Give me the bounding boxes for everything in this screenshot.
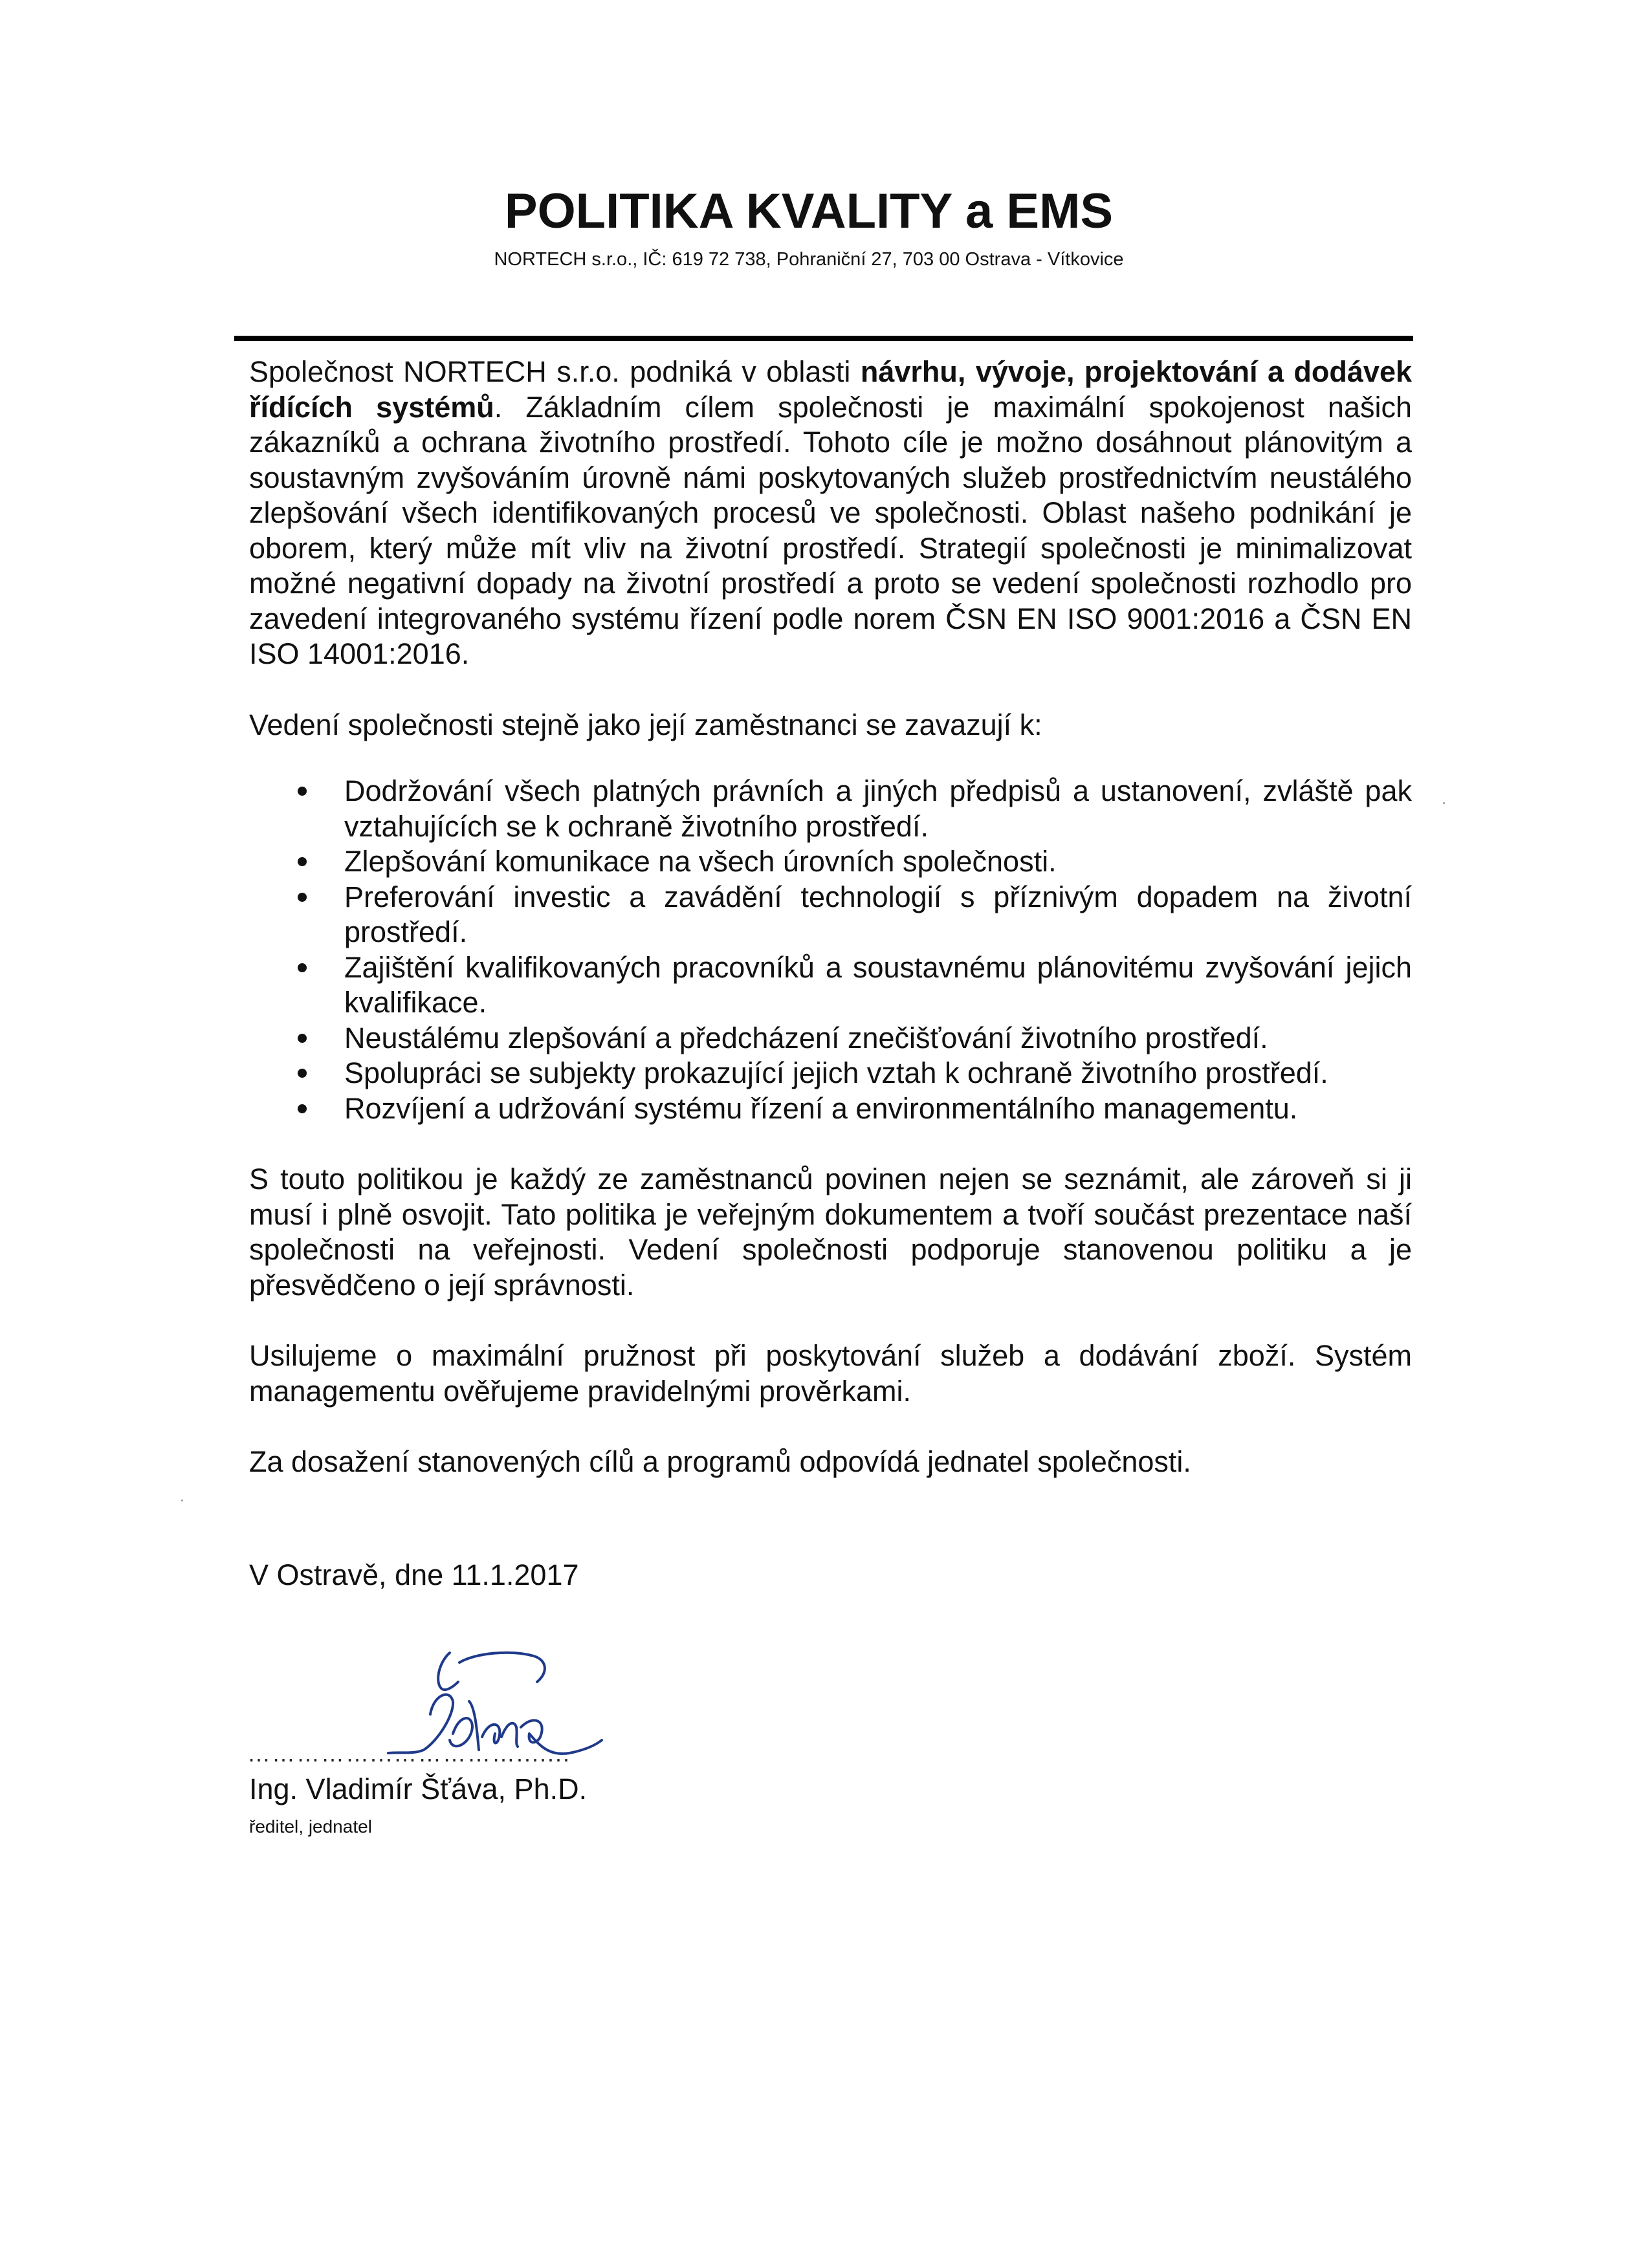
list-item-text: Dodržování všech platných právních a jiných předpisů a ustanovení, zvláště pak vztahujících se k ochraně životního prostředí. (344, 774, 1412, 843)
company-address: NORTECH s.r.o., IČ: 619 72 738, Pohraniční 27, 703 00 Ostrava - Vítkovice (494, 249, 1124, 270)
list-item (344, 880, 1412, 950)
list-item (344, 844, 1412, 880)
commitment-list (249, 774, 1412, 1126)
bullet-icon (298, 857, 307, 866)
scan-speck (1443, 802, 1445, 804)
bullet-icon (298, 787, 307, 796)
scan-speck (181, 1499, 183, 1501)
bullet-icon (298, 1104, 307, 1113)
responsibility-paragraph: Za dosažení stanovených cílů a programů odpovídá jednatel společnosti. (249, 1445, 1191, 1478)
list-item-text: Zajištění kvalifikovaných pracovníků a soustavnému plánovitému zvyšování jejich kvalifikace. (344, 950, 1412, 1019)
list-item (344, 1056, 1412, 1091)
commitment-intro: Vedení společnosti stejně jako její zaměstnanci se zavazují k: (249, 708, 1042, 741)
signature-line: ……………...……………....... (247, 1740, 571, 1767)
bullet-icon (298, 1034, 307, 1043)
intro-lead: Společnost NORTECH s.r.o. podniká v oblasti (249, 355, 861, 388)
list-item-text: Rozvíjení a udržování systému řízení a environmentálního managementu. (344, 1091, 1298, 1125)
intro-bold: návrhu, vývoje, projektování a dodávek řídících systémů (249, 355, 1412, 424)
signer-name: Ing. Vladimír Šťáva, Ph.D. (249, 1772, 588, 1805)
list-item (344, 1091, 1412, 1127)
list-item (344, 774, 1412, 844)
list-item-text: Neustálému zlepšování a předcházení znečišťování životního prostředí. (344, 1021, 1268, 1054)
list-item (344, 1021, 1412, 1056)
document-body (249, 354, 1412, 1480)
list-item-text: Zlepšování komunikace na všech úrovních společnosti. (344, 845, 1057, 878)
list-item-text: Spolupráci se subjekty prokazující jejich vztah k ochraně životního prostředí. (344, 1056, 1328, 1089)
bullet-icon (298, 1069, 307, 1078)
policy-paragraph: S touto politikou je každý ze zaměstnanců povinen nejen se seznámit, ale zároveň si ji musí i plně osvojit. Tato politika je veřejným dokumentem a tvoří součást prezentace naší společnosti na veřejnosti. Vedení společnosti podporuje stanovenou politiku a je přesvědčeno o její správnosti. (249, 1162, 1412, 1302)
document-title: POLITIKA KVALITY a EMS (504, 184, 1114, 239)
bullet-icon (298, 893, 307, 902)
flexibility-paragraph: Usilujeme o maximální pružnost při poskytování služeb a dodávání zboží. Systém managementu ověřujeme pravidelnými prověrkami. (249, 1339, 1412, 1408)
list-item-text: Preferování investic a zavádění technologií s příznivým dopadem na životní prostředí. (344, 880, 1412, 948)
signer-role: ředitel, jednatel (249, 1816, 372, 1837)
intro-rest: . Základním cílem společnosti je maximální spokojenost našich zákazníků a ochrana životního prostředí. Tohoto cíle je možno dosáhnout plánovitým a soustavným zvyšováním úrovně námi poskytovaných služeb prostřednictvím neustálého zlepšování všech identifikovaných procesů ve společnosti. Oblast našeho podnikání je oborem, který může mít vliv na životní prostředí. Strategií společnosti je minimalizovat možné negativní dopady na životní prostředí a proto se vedení společnosti rozhodlo pro zavedení integrovaného systému řízení podle norem ČSN EN ISO 9001:2016 a ČSN EN ISO 14001:2016. (249, 390, 1412, 670)
intro-paragraph (249, 354, 1412, 672)
bullet-icon (298, 963, 307, 972)
place-date: V Ostravě, dne 11.1.2017 (249, 1558, 579, 1591)
header-divider (234, 336, 1413, 341)
list-item (344, 950, 1412, 1021)
